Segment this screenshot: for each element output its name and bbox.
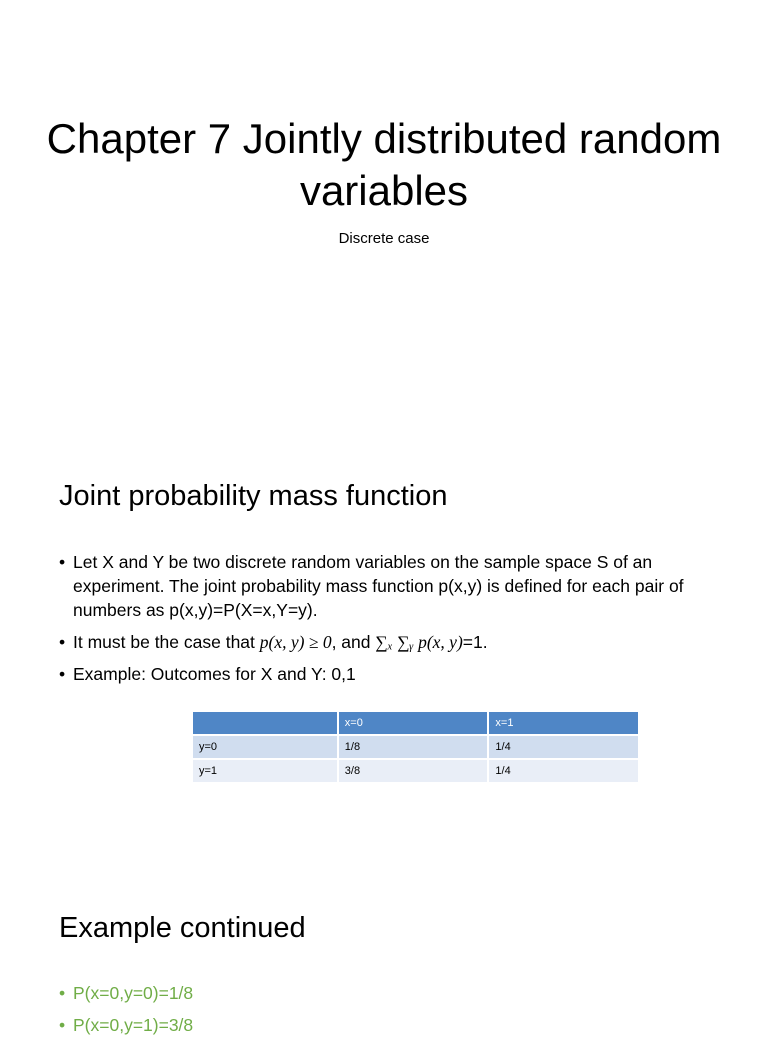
table-header-cell: x=1 [488,712,639,735]
table-header-cell [193,712,338,735]
table-header-cell: x=0 [338,712,489,735]
content-slide-joint-pmf [0,432,768,864]
table-cell: 1/8 [338,735,489,759]
table-row [193,759,639,783]
bullet-text: =1. [462,632,488,652]
math-sum: ∑ₓ ∑ᵧ p(x, y) [375,632,463,652]
bullet-list [59,981,719,1045]
bullet-item: • P(x=0,y=1)=3/8 [59,1013,719,1037]
content-slide-example-continued [0,864,768,1035]
table-header-row [193,712,639,735]
probability-table [193,712,640,784]
bullet-item-example: • Example: Outcomes for X and Y: 0,1 [59,662,719,686]
table-cell: 1/4 [488,735,639,759]
table-row [193,735,639,759]
table-cell: y=0 [193,735,338,759]
slide-heading: Example continued [59,912,306,944]
slide-subtitle: Discrete case [338,230,430,247]
slide-heading: Joint probability mass function [59,480,448,512]
math-nonnegative: p(x, y) ≥ 0 [259,632,332,652]
bullet-text: , and [331,632,376,652]
slide-title: Chapter 7 Jointly distributed random variables [46,115,722,214]
title-slide [0,0,768,432]
bullet-item-condition [59,630,719,654]
table-cell: 1/4 [488,759,639,783]
bullet-item: • P(x=0,y=0)=1/8 [59,981,719,1005]
bullet-item-definition: • Let X and Y be two discrete random variables on the sample space S of an experiment. The joint probability mass function p(x,y) is defined for each pair of numbers as p(x,y)=P(X=x,Y=y). [59,550,719,622]
bullet-text: It must be the case that [73,632,260,652]
table-cell: 3/8 [338,759,489,783]
table-cell: y=1 [193,759,338,783]
bullet-list [59,550,719,694]
